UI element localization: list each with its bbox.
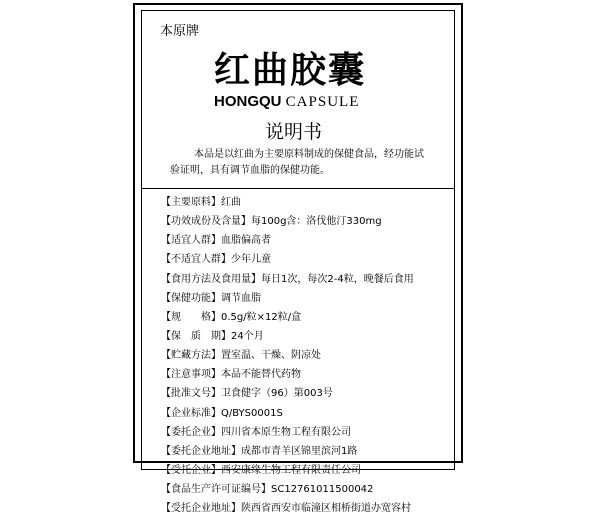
spec-value: 成都市青羊区锦里滨河1路 [241, 445, 358, 457]
spec-label: 【委托企业】 [161, 426, 221, 438]
spec-row [161, 327, 461, 346]
spec-row [161, 250, 461, 269]
spec-label: 【适宜人群】 [161, 235, 221, 247]
spec-value: 红曲 [221, 197, 241, 208]
spec-label: 【保 质 期】 [161, 330, 231, 342]
spec-row [161, 308, 461, 327]
spec-row [161, 499, 461, 518]
spec-row [161, 384, 461, 403]
spec-value: 西安康缘生物工程有限责任公司 [221, 464, 361, 476]
spec-value: 少年儿童 [231, 254, 271, 266]
product-title-english [214, 93, 359, 111]
spec-label: 【受托企业地址】 [161, 503, 241, 515]
intro-line-1: 本品是以红曲为主要原料制成的保健食品，经功能试 [194, 149, 424, 160]
intro-line-2: 验证明，具有调节血脂的保健功能。 [170, 165, 330, 176]
spec-row [161, 365, 461, 384]
spec-label: 【注意事项】 [161, 369, 221, 381]
spec-value: 血脂偏高者 [221, 235, 271, 247]
spec-value: 每100g含：洛伐他汀330mg [251, 216, 382, 228]
spec-label: 【批准文号】 [161, 388, 221, 400]
spec-row [161, 289, 461, 308]
spec-row [161, 346, 461, 365]
spec-value: 每日1次，每次2-4粒，晚餐后食用 [261, 273, 414, 285]
spec-label: 【贮藏方法】 [161, 350, 221, 362]
spec-label: 【食用方法及食用量】 [161, 273, 261, 285]
spec-value: 0.5g/粒×12粒/盒 [221, 311, 302, 323]
spec-value: 陕西省西安市临潼区相桥街道办宽容村 [241, 503, 411, 515]
brand-name: 本原牌 [160, 24, 200, 39]
spec-label: 【功效成份及含量】 [161, 216, 251, 228]
spec-label: 【规 格】 [161, 311, 221, 323]
spec-row [161, 404, 461, 423]
spec-list [161, 193, 461, 518]
intro-paragraph [170, 147, 440, 179]
spec-row [161, 231, 461, 250]
spec-value: 卫食健字（96）第003号 [221, 388, 333, 400]
spec-row [161, 480, 461, 499]
spec-label: 【委托企业地址】 [161, 445, 241, 457]
spec-label: 【保健功能】 [161, 292, 221, 304]
product-title-chinese: 红曲胶囊 [214, 50, 367, 91]
spec-label: 【不适宜人群】 [161, 254, 231, 266]
spec-label: 【企业标准】 [161, 407, 221, 419]
spec-label: 【主要原料】 [161, 197, 221, 208]
spec-value: 置室温、干燥、阴凉处 [221, 350, 321, 362]
spec-value: 24个月 [231, 330, 264, 342]
spec-value: SC12761011500042 [271, 484, 374, 496]
title-en-main: HONGQU [214, 93, 282, 110]
spec-value: 调节血脂 [221, 292, 261, 304]
spec-row [161, 193, 461, 212]
spec-row [161, 423, 461, 442]
spec-row [161, 442, 461, 461]
spec-row [161, 212, 461, 231]
spec-row [161, 461, 461, 480]
spec-value: 四川省本原生物工程有限公司 [221, 426, 351, 438]
spec-label: 【食品生产许可证编号】 [161, 484, 271, 496]
divider-line [141, 188, 455, 189]
title-en-sub: CAPSULE [285, 94, 360, 110]
spec-label: 【受托企业】 [161, 464, 221, 476]
spec-value: Q/BYS0001S [221, 407, 283, 419]
spec-value: 本品不能替代药物 [221, 369, 301, 381]
spec-row [161, 270, 461, 289]
document-title: 说明书 [265, 121, 323, 143]
